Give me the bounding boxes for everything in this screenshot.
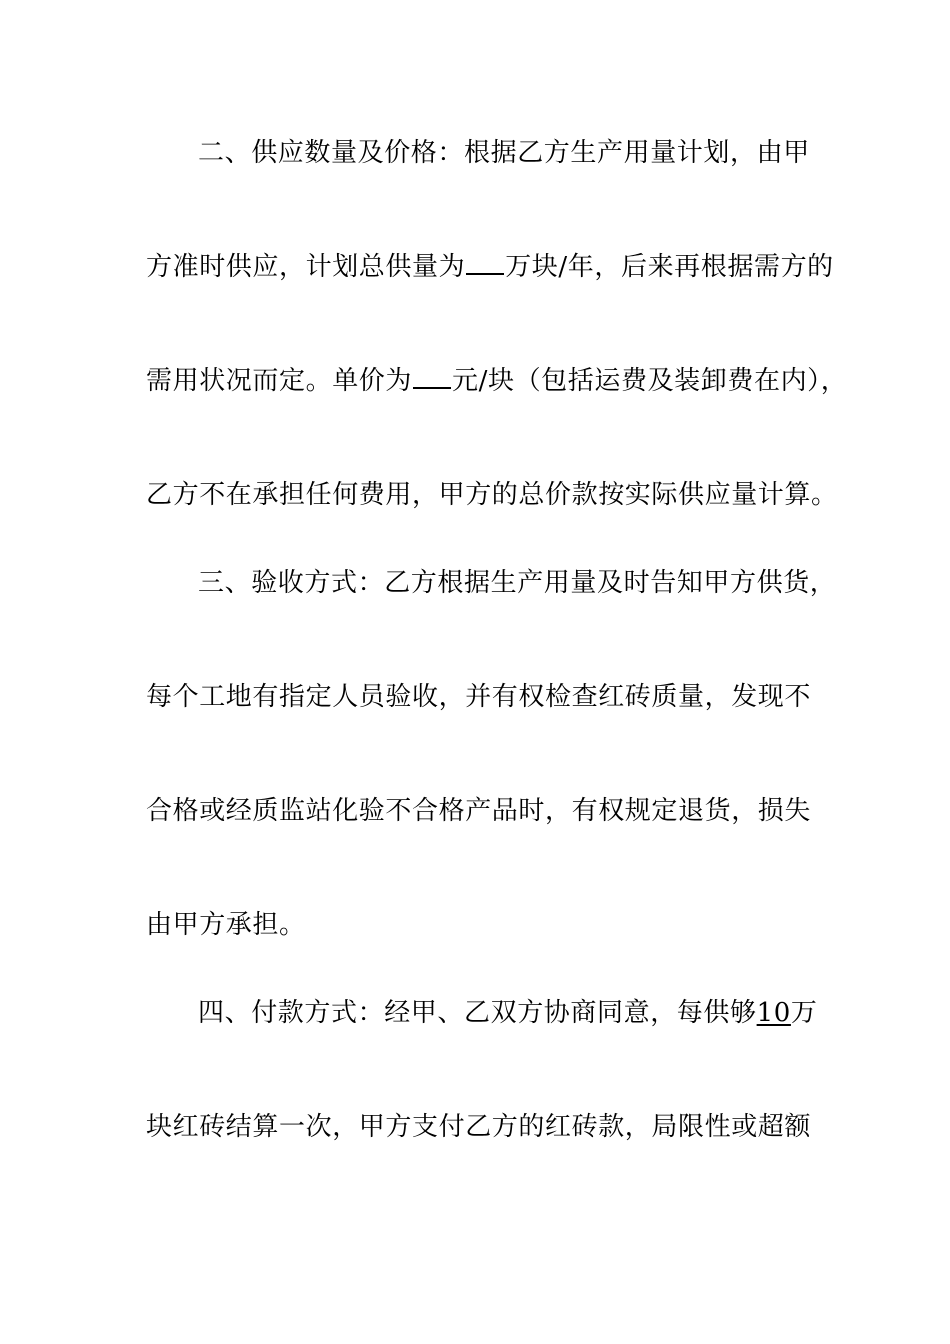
fill-in-blank bbox=[466, 251, 504, 275]
paragraph-line bbox=[146, 478, 838, 512]
paragraph-line bbox=[198, 136, 878, 170]
paragraph-line bbox=[146, 908, 826, 942]
paragraph-line bbox=[198, 996, 878, 1030]
line-text: 元/块（包括运费及装卸费在内）， bbox=[452, 366, 848, 396]
paragraph-line bbox=[146, 680, 826, 714]
line-text: 万 bbox=[790, 998, 818, 1028]
line-text: 乙方不在承担任何费用，甲方的总价款按实际供应量计算。 bbox=[146, 480, 838, 510]
line-text: 由甲方承担。 bbox=[146, 910, 306, 940]
line-text: 方准时供应，计划总供量为 bbox=[146, 252, 466, 282]
line-text: 三、验收方式：乙方根据生产用量及时告知甲方供货， bbox=[198, 568, 837, 598]
line-text: 万块/年，后来再根据需方的 bbox=[505, 252, 834, 282]
paragraph-line bbox=[146, 250, 834, 284]
paragraph-line bbox=[146, 1110, 826, 1144]
underlined-value: 10 bbox=[756, 998, 791, 1028]
line-text: 四、付款方式：经甲、乙双方协商同意，每供够 bbox=[198, 998, 757, 1028]
line-text: 需用状况而定。单价为 bbox=[146, 366, 413, 396]
line-text: 块红砖结算一次，甲方支付乙方的红砖款，局限性或超额 bbox=[146, 1112, 812, 1142]
fill-in-blank bbox=[413, 365, 451, 389]
paragraph-line bbox=[146, 794, 826, 828]
line-text: 每个工地有指定人员验收，并有权检查红砖质量，发现不 bbox=[146, 682, 812, 712]
paragraph-line bbox=[146, 364, 848, 398]
paragraph-line bbox=[198, 566, 878, 600]
line-text: 二、供应数量及价格：根据乙方生产用量计划，由甲 bbox=[198, 138, 810, 168]
line-text: 合格或经质监站化验不合格产品时，有权规定退货，损失 bbox=[146, 796, 812, 826]
